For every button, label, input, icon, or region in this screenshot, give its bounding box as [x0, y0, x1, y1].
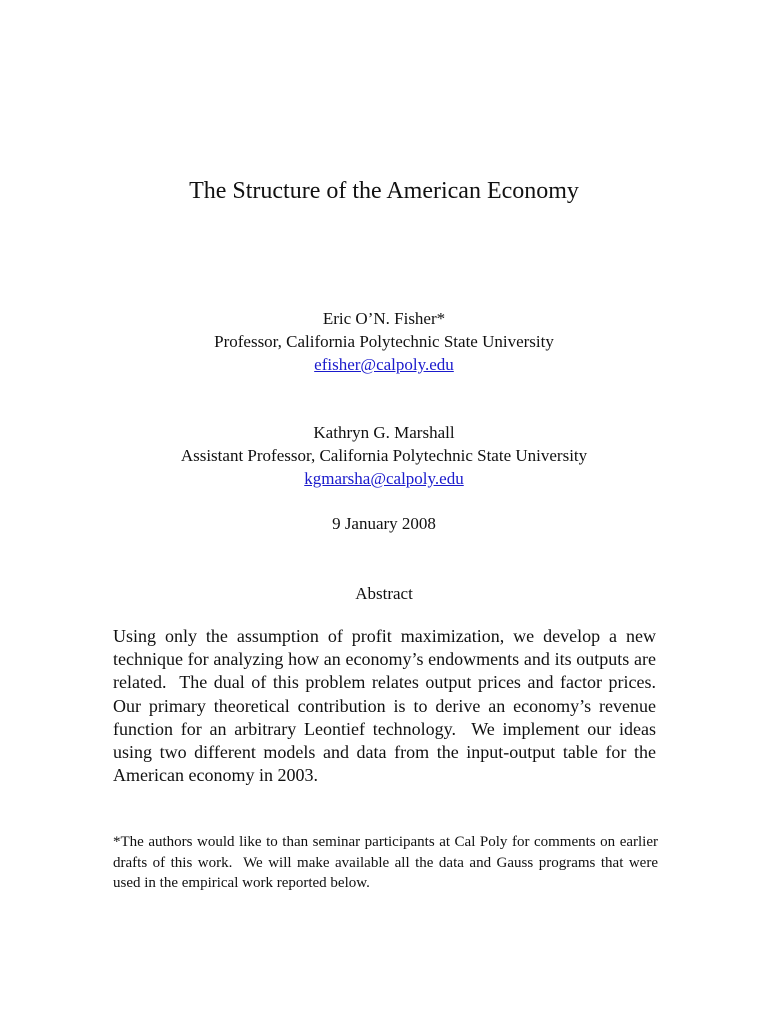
author-name: Eric O’N. Fisher*: [322, 309, 446, 328]
abstract-paragraph: Using only the assumption of profit maximization, we develop a new technique for analyzing how an economy’s endowments and its outputs are related. The dual of this problem relates output prices and factor prices. Our primary theoretical contribution is to derive an economy’s revenue function for an arbitrary Leontief technology. We implement our ideas using two different models and data from the input-output table for the American economy in 2003.: [113, 626, 665, 786]
author-block-marshall: [0, 421, 768, 490]
paper-title: The Structure of the American Economy: [189, 178, 579, 204]
author-affiliation: Professor, California Polytechnic State University: [214, 332, 554, 351]
author-email-link[interactable]: kgmarsha@calpoly.edu: [304, 469, 464, 488]
acknowledgement-footnote: *The authors would like to than seminar participants at Cal Poly for comments on earlier drafts of this work. We will make available all the data and Gauss programs that were used in the empirical work reported below.: [113, 834, 662, 891]
author-email-link[interactable]: efisher@calpoly.edu: [314, 355, 454, 374]
author-block-fisher: [0, 307, 768, 376]
paper-date: 9 January 2008: [332, 514, 436, 533]
author-name: Kathryn G. Marshall: [313, 423, 455, 442]
abstract-heading: Abstract: [355, 584, 413, 603]
author-affiliation: Assistant Professor, California Polytechnic State University: [180, 446, 588, 465]
